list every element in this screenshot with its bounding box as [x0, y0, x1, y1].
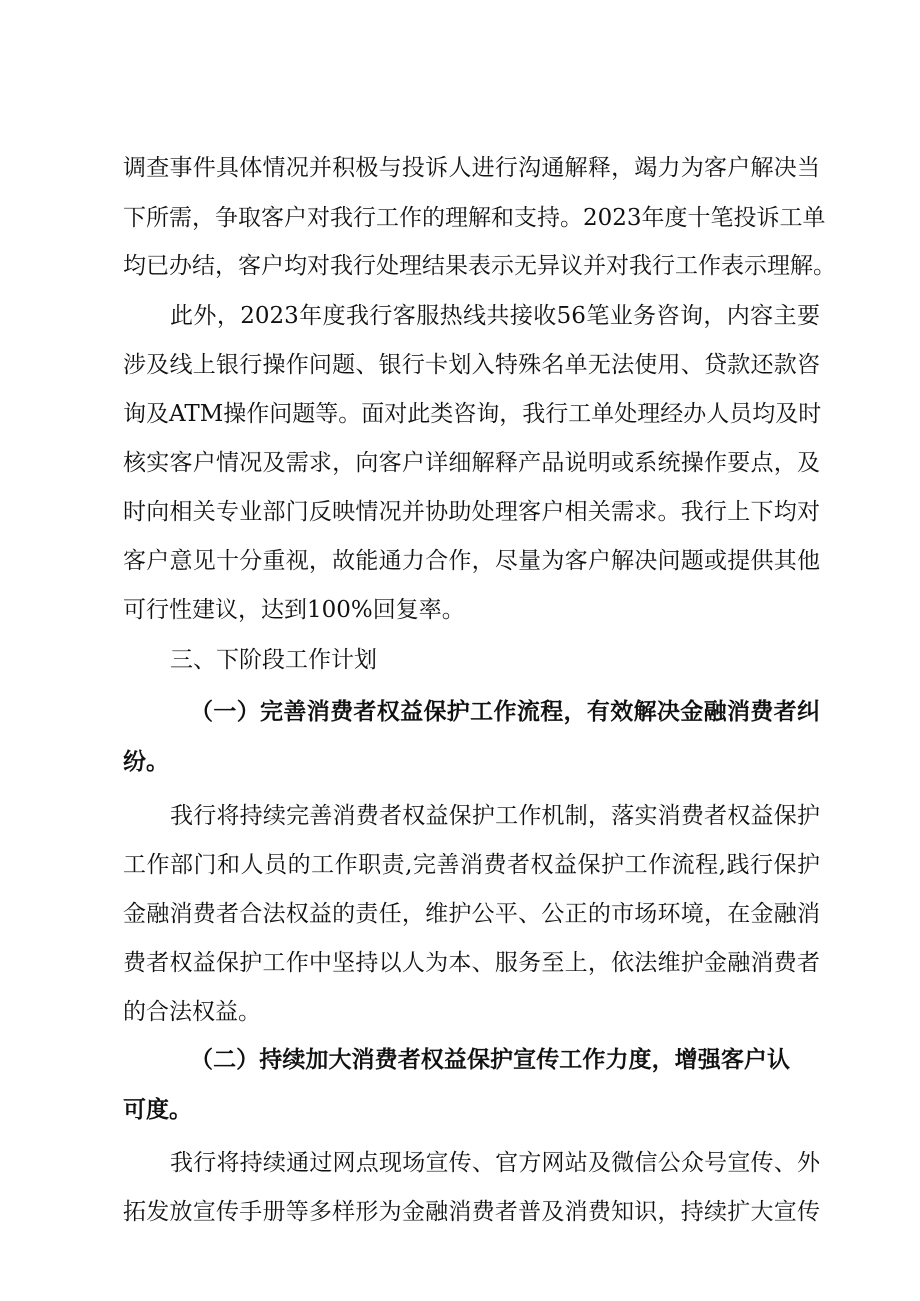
para1-line-3: 均已办结，客户均对我行处理结果表示无异议并对我行工作表示理解。	[123, 253, 836, 279]
para2-line-4: 核实客户情况及需求，向客户详细解释产品说明或系统操作要点，及	[123, 450, 820, 476]
para2-line-2: 涉及线上银行操作问题、银行卡划入特殊名单无法使用、贷款还款咨	[123, 352, 820, 378]
para2-line-3: 询及ATM操作问题等。面对此类咨询，我行工单处理经办人员均及时	[123, 401, 822, 427]
sub2-body-line-1: 我行将持续通过网点现场宣传、官方网站及微信公众号宣传、外	[170, 1150, 820, 1176]
sub1-body-line-5: 的合法权益。	[123, 999, 261, 1025]
para1-line-2: 下所需，争取客户对我行工作的理解和支持。2023年度十笔投诉工单	[123, 205, 826, 231]
para2-line-6: 客户意见十分重视，故能通力合作，尽量为客户解决问题或提供其他	[123, 548, 820, 574]
sub1-title-line-2: 纷。	[123, 749, 169, 775]
para2-line-1: 此外，2023年度我行客服热线共接收56笔业务咨询，内容主要	[170, 303, 820, 329]
sub1-body-line-4: 费者权益保护工作中坚持以人为本、服务至上，依法维护金融消费者	[123, 950, 820, 976]
para2-line-7: 可行性建议，达到100%回复率。	[123, 597, 465, 623]
para2-line-5: 时向相关专业部门反映情况并协助处理客户相关需求。我行上下均对	[123, 499, 820, 525]
sub2-title-line-2: 可度。	[123, 1097, 192, 1123]
section-3-heading: 三、下阶段工作计划	[170, 647, 377, 673]
sub1-body-line-2: 工作部门和人员的工作职责,完善消费者权益保护工作流程,践行保护	[123, 852, 820, 878]
sub2-title-line-1: （二）持续加大消费者权益保护宣传工作力度，增强客户认	[190, 1047, 790, 1073]
para1-line-1: 调查事件具体情况并积极与投诉人进行沟通解释，竭力为客户解决当	[123, 155, 820, 181]
sub2-body-line-2: 拓发放宣传手册等多样形为金融消费者普及消费知识，持续扩大宣传	[123, 1199, 820, 1225]
sub1-body-line-1: 我行将持续完善消费者权益保护工作机制，落实消费者权益保护	[170, 803, 820, 829]
sub1-body-line-3: 金融消费者合法权益的责任，维护公平、公正的市场环境，在金融消	[123, 901, 820, 927]
sub1-title-line-1: （一）完善消费者权益保护工作流程，有效解决金融消费者纠	[190, 699, 820, 725]
